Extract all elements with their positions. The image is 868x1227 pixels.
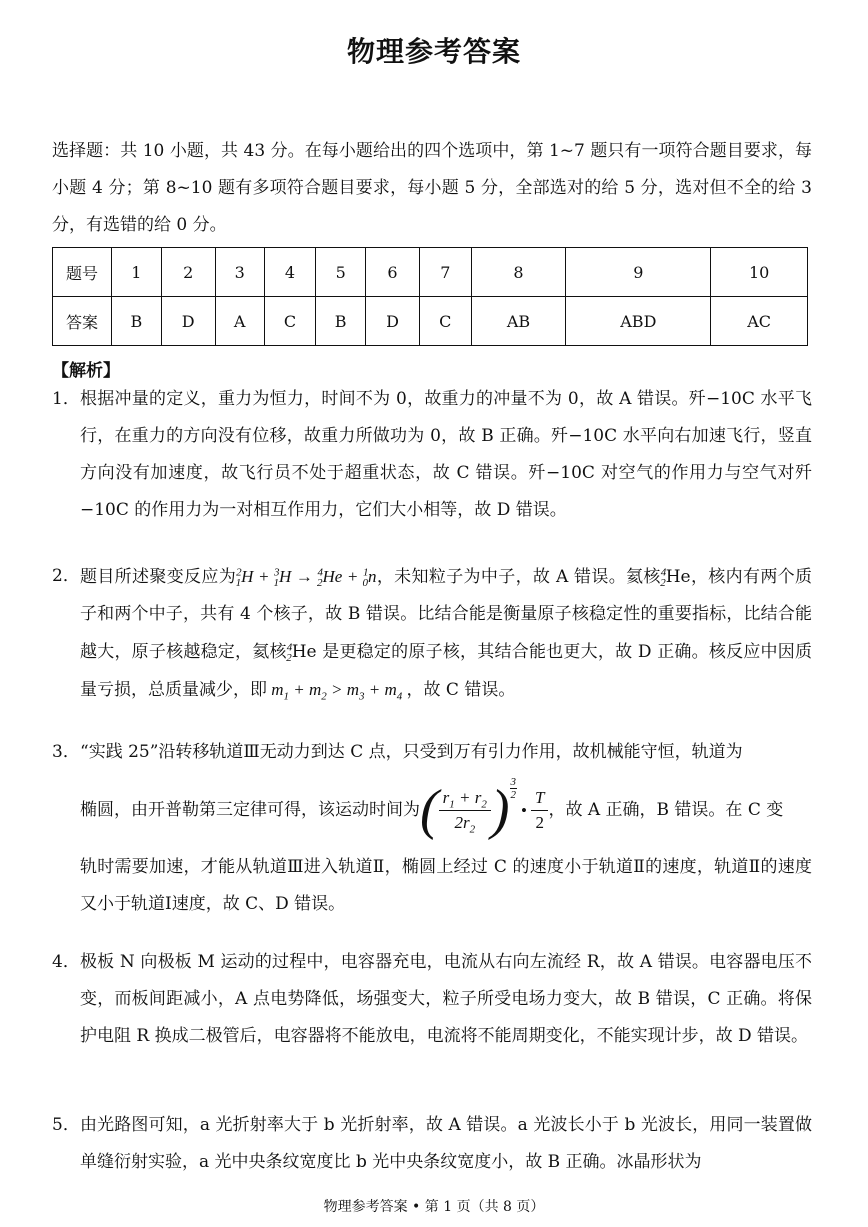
table-cell: C (264, 297, 316, 346)
table-row (53, 297, 808, 346)
item-text (80, 558, 812, 709)
table-row (53, 248, 808, 297)
table-cell: AC (711, 297, 808, 346)
answer-table (52, 247, 808, 346)
text-segment: He 是更稳定的原子核，其结合能也更大，故 D 正确。核反应中因质量亏损，总质量减少，即 (80, 642, 812, 700)
item-number: 5． (52, 1115, 80, 1135)
formula-line (80, 771, 812, 849)
text-segment: He，核内有两个质子和两个中子，共有 4 个核子，故 B 错误。比结合能是衡量原子核稳定性的重要指标，比结合能越大，原子核越稳定，氦核 (80, 567, 813, 662)
explanation-item-3 (52, 734, 812, 923)
table-cell: 3 (215, 248, 264, 297)
page-footer: 物理参考答案 • 第 1 页（共 8 页） (323, 1199, 545, 1215)
explanation-item-4 (52, 944, 812, 1055)
table-cell: D (366, 297, 420, 346)
text-segment: “实践 25”沿转移轨道Ⅲ无动力到达 C 点，只受到万有引力作用，故机械能守恒，轨道为 (80, 742, 743, 762)
table-cell: 6 (366, 248, 420, 297)
row-header-answer: 答案 (53, 297, 112, 346)
table-cell: 10 (711, 248, 808, 297)
item-text: 根据冲量的定义，重力为恒力，时间不为 0，故重力的冲量不为 0，故 A 错误。歼−10C 水平飞行，在重力的方向没有位移，故重力所做功为 0，故 B 正确。歼−10C 水平向右加速飞行，竖直方向没有加速度，故飞行员不处于超重状态，故 C 错误。歼−10C 对空气的作用力与空气对歼−10C 的作用力为一对相互作用力，它们大小相等，故 D 错误。 (80, 389, 812, 520)
text-segment: ，未知粒子为中子，故 A 错误。氦核 (376, 567, 661, 587)
item-text: 由光路图可知，a 光折射率大于 b 光折射率，故 A 错误。a 光波长小于 b 光波长，用同一装置做单缝衍射实验，a 光中央条纹宽度比 b 光中央条纹宽度小，故 B 正确。冰晶形状为 (80, 1115, 812, 1172)
intro-paragraph: 选择题：共 10 小题，共 43 分。在每小题给出的四个选项中，第 1~7 题只有一项符合题目要求，每小题 4 分；第 8~10 题有多项符合题目要求，每小题 5 分，全部选对的给 5 分，选对但不全的给 3 分，有选错的给 0 分。 (52, 141, 812, 235)
table-cell: AB (471, 297, 566, 346)
table-cell: 4 (264, 248, 316, 297)
item-number: 4． (52, 952, 80, 972)
table-cell: A (215, 297, 264, 346)
kepler-formula: ( $r_1 + r_2$ $2r_2$ ) 3 2 • T 2 (420, 782, 548, 838)
helium-symbol: $^4_2$ (286, 641, 293, 665)
explanation-item-2 (52, 558, 812, 709)
explanation-item-5 (52, 1107, 812, 1181)
table-cell: 2 (161, 248, 215, 297)
table-cell: B (112, 297, 162, 346)
table-cell: 1 (112, 248, 162, 297)
item-number: 2． (52, 566, 80, 586)
explanation-item-1 (52, 381, 812, 529)
item-text (80, 734, 812, 923)
page-title: 物理参考答案 (346, 35, 521, 68)
table-cell: B (316, 297, 366, 346)
text-segment: 题目所述聚变反应为 (80, 567, 237, 587)
section-heading: 【解析】 (52, 361, 120, 381)
table-cell: C (419, 297, 471, 346)
text-segment: 轨时需要加速，才能从轨道Ⅲ进入轨道Ⅱ，椭圆上经过 C 的速度小于轨道Ⅱ的速度，轨道Ⅱ的速度又小于轨道Ⅰ速度，故 C、D 错误。 (80, 857, 812, 914)
text-segment: ，故 C 错误。 (406, 680, 516, 700)
table-cell: ABD (566, 297, 711, 346)
fusion-equation: $^2_1$H + $^3_1$H → $^4_2$He + $^1_0$n (235, 566, 377, 590)
table-cell: 7 (419, 248, 471, 297)
item-number: 1． (52, 389, 80, 409)
helium-symbol: $^4_2$ (660, 566, 667, 590)
table-cell: 5 (316, 248, 366, 297)
table-cell: 9 (566, 248, 711, 297)
table-cell: 8 (471, 248, 566, 297)
text-segment: ，故 A 正确，B 错误。在 C 变 (548, 799, 784, 820)
item-text: 极板 N 向极板 M 运动的过程中，电容器充电，电流从右向左流经 R，故 A 错误。电容器电压不变，而板间距减小，A 点电势降低，场强变大，粒子所受电场力变大，故 B 错误，C 正确。将保护电阻 R 换成二极管后，电容器将不能放电，电流将不能周期变化，不能实现计步，故 D 错误。 (80, 952, 812, 1046)
item-number: 3． (52, 742, 80, 762)
text-segment: 椭圆，由开普勒第三定律可得，该运动时间为 (80, 799, 420, 820)
row-header-number: 题号 (53, 248, 112, 297)
mass-inequality: $m_1 + m_2 > m_3 + m_4$ (267, 680, 403, 703)
table-cell: D (161, 297, 215, 346)
